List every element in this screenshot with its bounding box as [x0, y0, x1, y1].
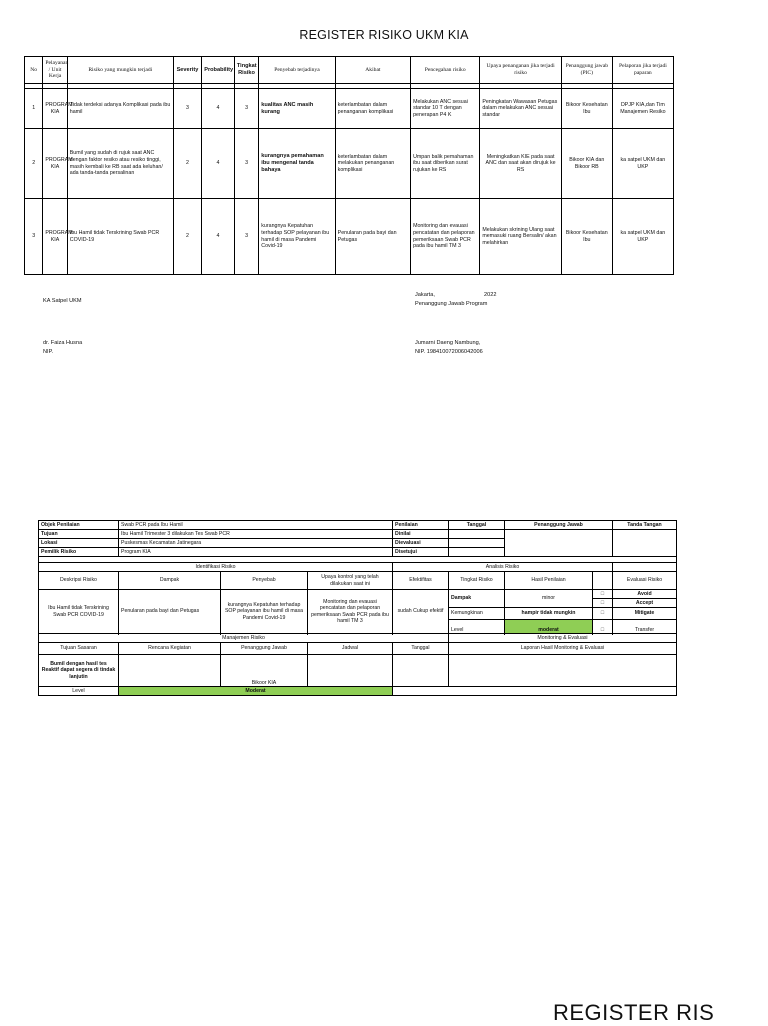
col-report: Pelaporan jika terjadi paparan [612, 57, 673, 84]
row-severity: 2 [173, 129, 202, 199]
row-risk: Ibu Hamil tidak Terskrining Swab PCR COVID-19 [67, 199, 173, 275]
col-effect: Akibat [335, 57, 410, 84]
h-dampak: Dampak [119, 572, 221, 590]
row-report: DPJP KIA,dan Tim Manajemen Resiko [612, 89, 673, 129]
blank-cell [613, 563, 677, 572]
left-signature-name: dr. Faiza Husna [43, 340, 83, 346]
right-signature-nip: NIP. 198410072006042006 [415, 349, 483, 355]
monitoring-header: Monitoring & Evaluasi [449, 634, 677, 643]
page-title: REGISTER RISIKO UKM KIA [299, 28, 469, 42]
row-cause: kurangnya Kepatuhan terhadap SOP pelayanan ibu hamil di masa Pandemi Covid-19 [259, 199, 335, 275]
m-tanggal: Tanggal [393, 643, 449, 655]
row-report: ka satpel UKM dan UKP [612, 199, 673, 275]
right-signature-title: Penanggung Jawab Program [415, 301, 488, 307]
objek-value: Swab PCR pada Ibu Hamil [119, 521, 393, 530]
m-laporan: Laporan Hasil Monitoring & Evaluasi [449, 643, 677, 655]
row-level: 3 [234, 129, 258, 199]
transfer-checkbox[interactable]: □ [593, 620, 613, 634]
risk-register-table [24, 56, 674, 275]
col-no: No [25, 57, 43, 84]
h-upaya: Upaya kontrol yang telah dilakukan saat ini [308, 572, 393, 590]
m-rencana: Rencana Kegiatan [119, 643, 221, 655]
accept-checkbox[interactable]: □ [593, 599, 613, 608]
col-level: Tingkat Risiko [234, 57, 258, 84]
ttd-cell [613, 530, 677, 557]
col-unit: Pelayanan / Unit Kerja [43, 57, 67, 84]
row-prevention: Monitoring dan evauasi pencatatan dan pelaporan pemeriksaan Swab PCR pada ibu hamil TM 3 [411, 199, 480, 275]
pj-header: Penanggung Jawab [505, 521, 613, 530]
evaluasi-accept: Accept [613, 599, 677, 608]
tingkat-kemungkinan-value: hampir tidak mungkin [505, 608, 593, 620]
m-pj: Penanggung Jawab [221, 643, 308, 655]
evaluasi-transfer: Transfer [613, 620, 677, 634]
evaluasi-avoid: Avoid [613, 590, 677, 599]
right-signature-year: 2022 [484, 292, 497, 298]
row-probability: 4 [202, 89, 235, 129]
row-level: 3 [234, 89, 258, 129]
jadwal-value [308, 655, 393, 687]
row-risk: Bumil yang sudah di rujuk saat ANC dengan faktor resiko atau resiko tinggi, masih kembali ke RB saat ada keluhan/ ada tanda-tanda persalinan [67, 129, 173, 199]
avoid-checkbox[interactable]: □ [593, 590, 613, 599]
row-level: 3 [234, 199, 258, 275]
dievaluasi-label: Dievaluasi [393, 539, 449, 548]
evaluasi-mitigate: Mitigate [613, 608, 677, 620]
h-penyebab: Penyebab [221, 572, 308, 590]
pemilik-label: Pemilik Risiko [39, 548, 119, 557]
row-pic: Bikoor Kesehatan Ibu [561, 89, 612, 129]
manajemen-header: Manajemen Risiko [39, 634, 449, 643]
mitigate-checkbox[interactable]: □ [593, 608, 613, 620]
row-effect: keterlambatan dalam penanganan komplikasi [335, 89, 410, 129]
level-value: Moderat [119, 687, 393, 696]
left-signature-nip: NIP. [43, 349, 54, 355]
register-header-row [25, 57, 674, 84]
tingkat-dampak-value: minor [505, 590, 593, 608]
row-probability: 4 [202, 129, 235, 199]
penyebab-value: kurangnya Kepatuhan terhadap SOP pelayanan ibu hamil di masa Pandemi Covid-19 [221, 590, 308, 634]
objek-label: Objek Penilaian [39, 521, 119, 530]
row-effect: Penularan pada bayi dan Petugas [335, 199, 410, 275]
row-handling: Peningkatan Wawasan Petugas dalam melakukan ANC sesuai standar [480, 89, 562, 129]
row-unit: PROGRAM KIA [43, 89, 67, 129]
tingkat-kemungkinan-label: Kemungkinan [449, 608, 505, 620]
deskripsi-value: Ibu Hamil tidak Terskrining Swab PCR COVID-19 [39, 590, 119, 634]
table-row [25, 199, 674, 275]
row-cause: kurangnya pemahaman ibu mengenal tanda bahaya [259, 129, 335, 199]
h-tingkat: Tingkat Risiko [449, 572, 505, 590]
row-probability: 4 [202, 199, 235, 275]
row-no: 3 [25, 199, 43, 275]
rencana-value [119, 655, 221, 687]
right-signature-place: Jakarta, [415, 292, 435, 298]
row-unit: PROGRAM KIA [43, 129, 67, 199]
pemilik-value: Program KIA [119, 548, 393, 557]
row-pic: Bikoor Kesehatan Ibu [561, 199, 612, 275]
tingkat-level-label: Level [449, 620, 505, 634]
row-prevention: Umpan balik pemahaman ibu saat diberikan surat rujukan ke RS [411, 129, 480, 199]
row-risk: Tidak terdeksi adanya Komplikasi pada ibu hamil [67, 89, 173, 129]
h-deskripsi: Deskripsi Risiko [39, 572, 119, 590]
row-cause: kualitas ANC masih kurang [259, 89, 335, 129]
row-severity: 3 [173, 89, 202, 129]
h-efektifitas: Efektifitas [393, 572, 449, 590]
dievaluasi-date [449, 539, 505, 548]
tujuan-label: Tujuan [39, 530, 119, 539]
dinilai-date [449, 530, 505, 539]
table-row [25, 89, 674, 129]
col-cause: Penyebab terjadinya [259, 57, 335, 84]
h-evaluasi: Evaluasi Risiko [613, 572, 677, 590]
right-signature-name: Jumarni Daeng Nambung, [415, 340, 481, 346]
tujuan-value: Ibu Hamil Trimester 3 dilakukan Tes Swab PCR [119, 530, 393, 539]
pj-cell [505, 530, 613, 557]
tanggal-value [393, 655, 449, 687]
lokasi-value: Puskesmas Kecamatan Jatinegara [119, 539, 393, 548]
disetujui-label: Disetujui [393, 548, 449, 557]
row-no: 2 [25, 129, 43, 199]
tingkat-level-value: moderat [505, 620, 593, 634]
tujuan-sasaran-value: Bumil dengan hasil tes Reaktif dapat segera di tindak lanjutin [39, 655, 119, 687]
tanggal-label: Tanggal [449, 521, 505, 530]
row-handling: Melakukan skrining Ulang saat memasuki ruang Bersalin/ akan melahirkan [480, 199, 562, 275]
row-unit: PROGRAM KIA [43, 199, 67, 275]
pj-value: Bikoor KIA [221, 655, 308, 687]
dinilai-label: Dinilai [393, 530, 449, 539]
m-jadwal: Jadwal [308, 643, 393, 655]
level-label: Level [39, 687, 119, 696]
row-pic: Bikoor KIA dan Bikoor RB [561, 129, 612, 199]
laporan-value [449, 655, 677, 687]
next-page-title: REGISTER RIS [553, 1000, 715, 1025]
col-handling: Upaya penanganan jika terjadi risiko [480, 57, 562, 84]
lokasi-label: Lokasi [39, 539, 119, 548]
efektifitas-value: sudah Cukup efektif [393, 590, 449, 634]
row-no: 1 [25, 89, 43, 129]
h-blank [593, 572, 613, 590]
risk-assessment-form [38, 520, 677, 696]
col-probability: Probability [202, 57, 235, 84]
row-severity: 2 [173, 199, 202, 275]
analisis-header: Analisis Risiko [393, 563, 613, 572]
dampak-value: Penularan pada bayi dan Petugas [119, 590, 221, 634]
identifikasi-header: Identifikasi Risiko [39, 563, 393, 572]
col-severity: Severity [173, 57, 202, 84]
col-prevention: Pencegahan risiko [411, 57, 480, 84]
row-effect: keterlambatan dalam melakukan penanganan komplikasi [335, 129, 410, 199]
disetujui-date [449, 548, 505, 557]
m-tujuan: Tujuan Sasaran [39, 643, 119, 655]
tingkat-dampak-label: Dampak [449, 590, 505, 608]
table-row [25, 129, 674, 199]
penilaian-label: Penilaian [393, 521, 449, 530]
row-report: ka satpel UKM dan UKP [612, 129, 673, 199]
level-blank [393, 687, 677, 696]
h-hasil: Hasil Penilaian [505, 572, 593, 590]
ttd-header: Tanda Tangan [613, 521, 677, 530]
left-signature-title: KA Satpel UKM [43, 298, 82, 304]
row-handling: Meningkatkan KIE pada saat ANC dan saat akan dirujuk ke RS [480, 129, 562, 199]
row-prevention: Melakukan ANC sesuai standar 10 T dengan penerapan P4 K [411, 89, 480, 129]
upaya-value: Monitoring dan evauasi pencatatan dan pelaporan pemeriksaan Swab PCR pada ibu hamil TM 3 [308, 590, 393, 634]
col-pic: Penanggung jawab (PIC) [561, 57, 612, 84]
col-risk: Risiko yang mungkin terjadi [67, 57, 173, 84]
